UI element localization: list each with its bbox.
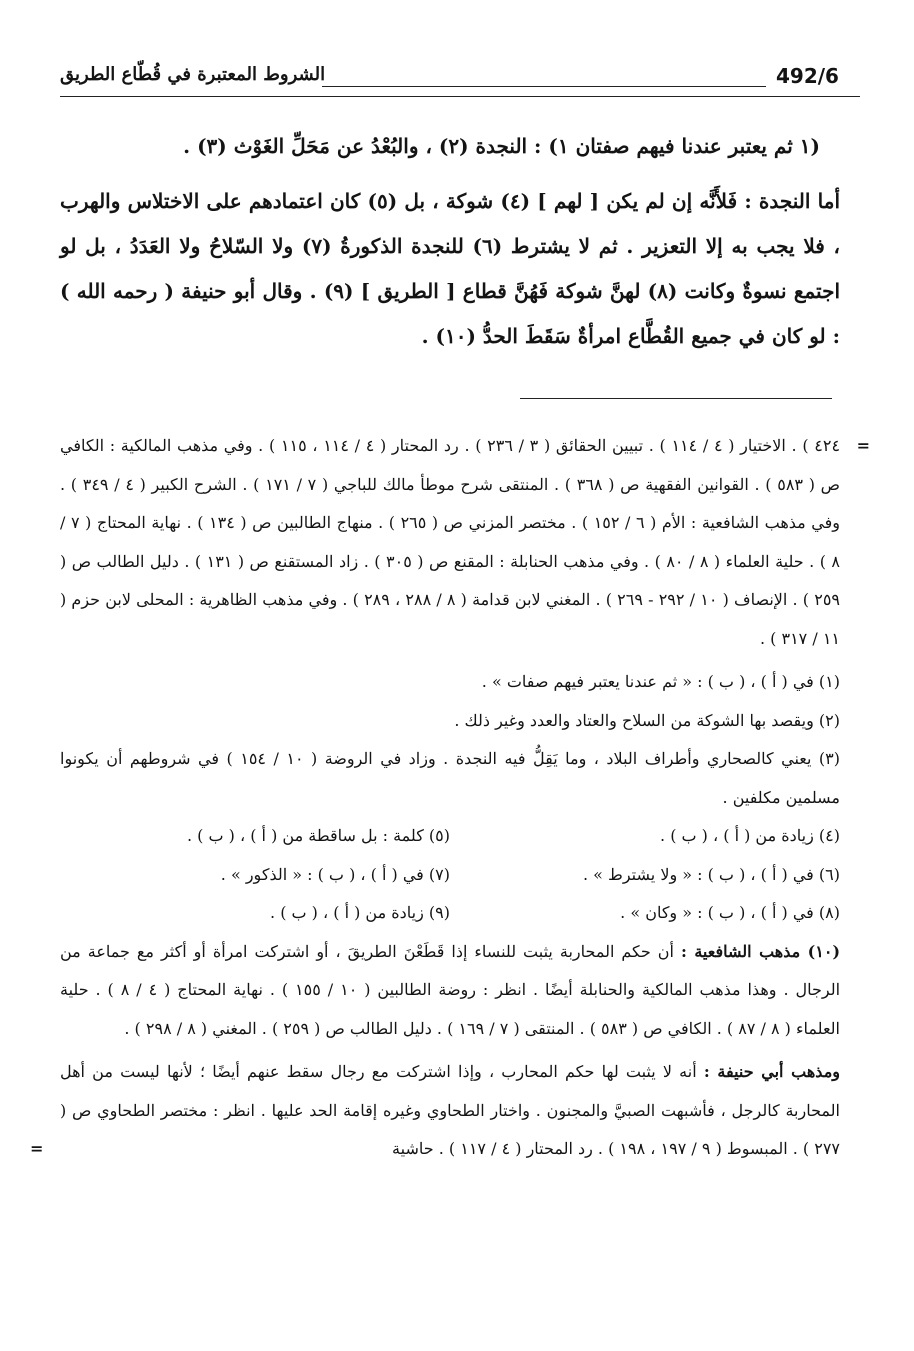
footnote-1: (١) في ( أ ) ، ( ب ) : « ثم عندنا يعتبر فيهم صفات » .	[481, 672, 840, 691]
footnote-5: (٥) كلمة : بل ساقطة من ( أ ) ، ( ب ) .	[186, 826, 450, 845]
footnote-6: (٦) في ( أ ) ، ( ب ) : « ولا يشترط » .	[583, 864, 840, 884]
footnote-4: (٤) زيادة من ( أ ) ، ( ب ) .	[660, 826, 840, 845]
footnote-continuation	[60, 427, 870, 658]
footnote-row-4-5	[60, 817, 840, 856]
footnote-9: (٩) زيادة من ( أ ) ، ( ب ) .	[270, 903, 450, 922]
running-title: الشروط المعتبرة في قُطّاع الطريق	[60, 64, 326, 85]
footnote-separator	[520, 398, 832, 399]
main-text	[60, 124, 840, 369]
paragraph-body: فَلأَنَّه إن لم يكن [ لهم ] (٤) شوكة ، بل (٥) كان اعتمادهم على الاختلاس والهرب ، فلا يجب به إلا التعزير . ثم لا يشترط (٦) للنجدة الذكورةُ (٧) ولا السّلاحُ ولا العَدَدُ ، بل لو اجتمع نسوةٌ وكانت (٨) لهنَّ شوكة فَهُنَّ قطاع [ الطريق ] (٩) . وقال أبو حنيفة ( رحمه الله ) : لو كان في جميع القُطَّاع امرأةٌ سَقَطَ الحدُّ (١٠) .	[60, 189, 840, 348]
hanafi-heading: ومذهب أبي حنيفة :	[703, 1062, 841, 1081]
header-underline	[60, 96, 860, 97]
footnote-10	[60, 933, 840, 1049]
continuation-end-marker: =	[30, 1139, 44, 1158]
najda-paragraph	[60, 179, 840, 359]
header-dash-rule	[322, 86, 766, 87]
footnotes	[30, 427, 870, 1169]
continuation-marker: =	[856, 436, 870, 455]
running-header	[60, 62, 860, 98]
footnote-2: (٢) ويقصد بها الشوكة من السلاح والعتاد والعدد وغير ذلك .	[454, 710, 840, 730]
footnote-row-6-7	[60, 856, 840, 895]
footnote-10-body: أن حكم المحاربة يثبت للنساء إذا قَطَعْنَ الطريقَ ، أو اشتركت امرأة أو أكثر مع جماعة من الرجال . وهذا مذهب المالكية والحنابلة أيضًا . انظر : روضة الطالبين ( ١٠ / ١٥٥ ) . نهاية المحتاج ( ٤ / ٨ ) . حلية العلماء ( ٨ / ٨٧ ) . الكافي ص ( ٥٨٣ ) . المنتقى ( ٧ / ١٦٩ ) . دليل الطالب ص ( ٢٥٩ ) . المغني ( ٨ / ٢٩٨ ) .	[60, 941, 841, 1038]
footnote-3: (٣) يعني كالصحاري وأطراف البلاد ، وما يَقِلُّ فيه النجدة . وزاد في الروضة ( ١٠ / ١٥٤ ) في شروطهم أن يكونوا مسلمين مكلفين .	[60, 749, 840, 807]
footnote-7: (٧) في ( أ ) ، ( ب ) : « الذكور » .	[220, 864, 450, 884]
paragraph-heading: أما النجدة :	[744, 189, 841, 213]
footnote-row-8-9	[60, 894, 840, 933]
continuation-text: ٤٢٤ ) . الاختيار ( ٤ / ١١٤ ) . تبيين الحقائق ( ٣ / ٢٣٦ ) . رد المحتار ( ٤ / ١١٤ ، ١١٥ ) . وفي مذهب المالكية : الكافي ص ( ٥٨٣ ) . القوانين الفقهية ص ( ٣٦٨ ) . المنتقى شرح موطأ مالك للباجي ( ٧ / ١٧١ ) . الشرح الكبير ( ٤ / ٣٤٩ ) . وفي مذهب الشافعية : الأم ( ٦ / ١٥٢ ) . مختصر المزني ص ( ٢٦٥ ) . منهاج الطالبين ص ( ١٣٤ ) . نهاية المحتاج ( ٧ / ٨ ) . حلية العلماء ( ٨ / ٨٠ ) . وفي مذهب الحنابلة : المقنع ص ( ٣٠٥ ) . زاد المستقنع ص ( ١٣١ ) . دليل الطالب ص ( ٢٥٩ ) . الإنصاف ( ١٠ / ٢٩٢ - ٢٦٩ ) . المغني لابن قدامة ( ٨ / ٢٨٨ ، ٢٨٩ ) . وفي مذهب الظاهرية : المحلى لابن حزم ( ١١ / ٣١٧ ) .	[60, 436, 841, 648]
intro-line: (١ ثم يعتبر عندنا فيهم صفتان ١) : النجدة (٢) ، والبُعْدُ عن مَحَلِّ الغَوْث (٣) .	[183, 134, 820, 158]
footnote-10-heading: (١٠) مذهب الشافعية :	[680, 941, 841, 961]
hanafi-note	[30, 1053, 841, 1169]
page-number: 492/6	[776, 64, 839, 88]
hanafi-body: أنه لا يثبت لها حكم المحارب ، وإذا اشتركت مع رجال سقط عنهم أيضًا ؛ لأنها ليست من أهل المحاربة كالرجل ، فأشبهت الصبيَّ والمجنون . واختار الطحاوي وغيره إقامة الحد عليها . انظر : مختصر الطحاوي ص ( ٢٧٧ ) . المبسوط ( ٩ / ١٩٧ ، ١٩٨ ) . رد المحتار ( ٤ / ١١٧ ) . حاشية	[60, 1062, 841, 1158]
footnote-8: (٨) في ( أ ) ، ( ب ) : « وكان » .	[620, 903, 840, 922]
